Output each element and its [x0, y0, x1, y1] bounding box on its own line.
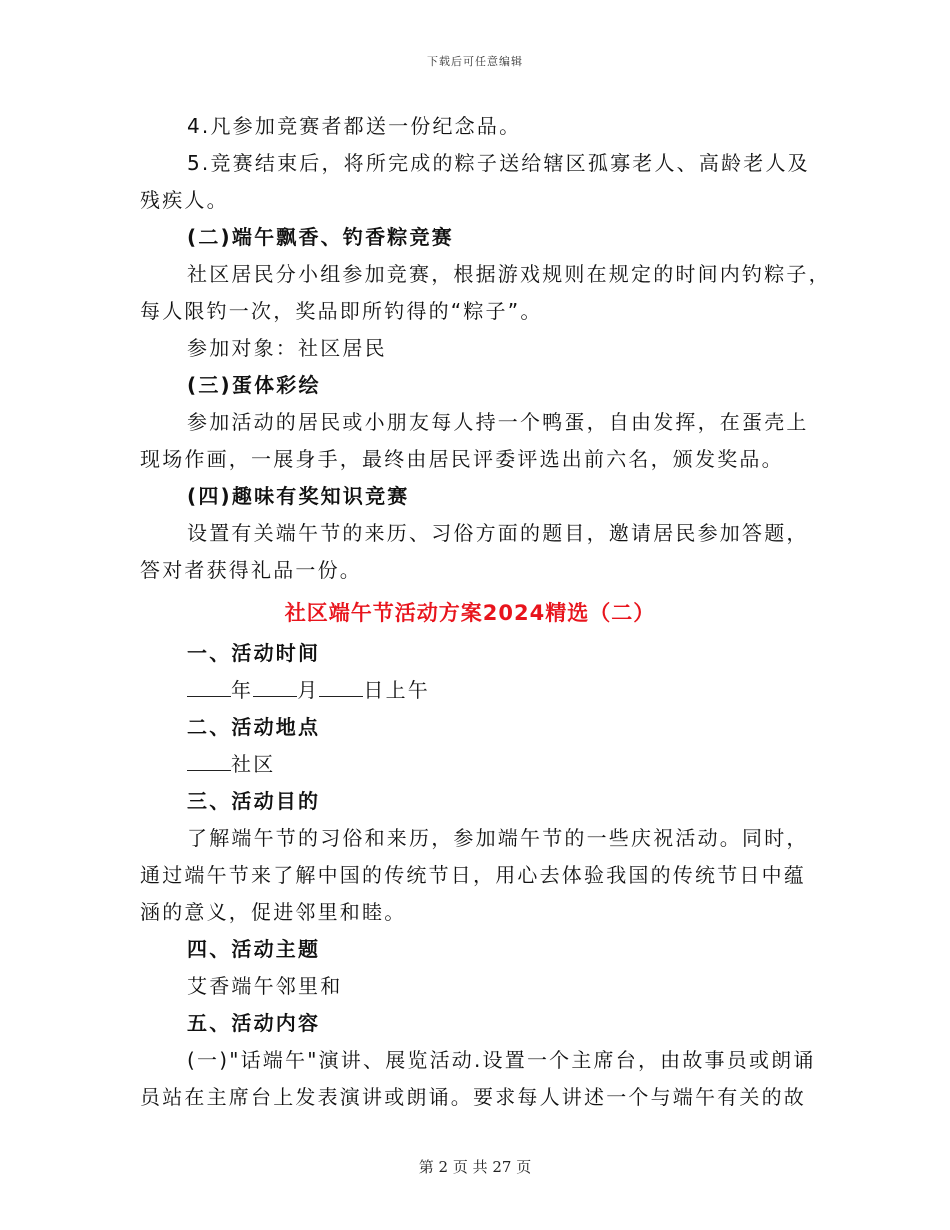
- paragraph-line: (一)"话端午"演讲、展览活动.设置一个主席台，由故事员或朗诵: [187, 1048, 816, 1072]
- activity-time-line: [140, 672, 800, 709]
- paragraph-line: 涵的意义，促进邻里和睦。: [140, 900, 407, 924]
- section-title: 社区端午节活动方案2024精选（二）: [284, 601, 656, 625]
- paragraph-item-5-line2: 残疾人。: [140, 188, 229, 212]
- subheading-3: (三)蛋体彩绘: [187, 373, 321, 397]
- heading-activity-purpose: 三、活动目的: [187, 789, 321, 813]
- paragraph-line: 通过端午节来了解中国的传统节日，用心去体验我国的传统节日中蕴: [140, 863, 806, 887]
- heading-activity-time: 一、活动时间: [187, 641, 321, 665]
- paragraph-line: 社区居民分小组参加竞赛，根据游戏规则在规定的时间内钓粽子，: [187, 262, 831, 286]
- paragraph-item-5-line1: 5.竞赛结束后，将所完成的粽子送给辖区孤寡老人、高龄老人及: [187, 151, 810, 175]
- paragraph-line: 现场作画，一展身手，最终由居民评委评选出前六名，颁发奖品。: [140, 447, 784, 471]
- blank-field: [187, 754, 231, 771]
- activity-location-line: [140, 746, 800, 783]
- paragraph-line: 艾香端午邻里和: [187, 974, 343, 998]
- paragraph-item-4: 4.凡参加竞赛者都送一份纪念品。: [187, 114, 522, 138]
- location-label: 社区: [231, 752, 276, 776]
- blank-field: [253, 680, 297, 697]
- paragraph-line: 设置有关端午节的来历、习俗方面的题目，邀请居民参加答题，: [187, 521, 809, 545]
- paragraph-line: 参加对象：社区居民: [187, 336, 387, 360]
- subheading-2: (二)端午飘香、钓香粽竞赛: [187, 225, 454, 249]
- paragraph-line: 答对者获得礼品一份。: [140, 558, 362, 582]
- paragraph-line: 员站在主席台上发表演讲或朗诵。要求每人讲述一个与端午有关的故: [140, 1085, 806, 1109]
- heading-activity-location: 二、活动地点: [187, 715, 321, 739]
- year-label: 年: [231, 678, 254, 702]
- page-number: 第 2 页 共 27 页: [418, 1158, 532, 1176]
- header-note: 下载后可任意编辑: [427, 55, 523, 68]
- blank-field: [187, 680, 231, 697]
- subheading-4: (四)趣味有奖知识竞赛: [187, 484, 410, 508]
- month-label: 月: [297, 678, 320, 702]
- paragraph-line: 每人限钓一次，奖品即所钓得的“粽子”。: [140, 299, 543, 323]
- heading-activity-content: 五、活动内容: [187, 1011, 321, 1035]
- document-body: [140, 108, 831, 1116]
- paragraph-line: 了解端午节的习俗和来历，参加端午节的一些庆祝活动。同时，: [187, 826, 809, 850]
- heading-activity-theme: 四、活动主题: [187, 937, 321, 961]
- paragraph-line: 参加活动的居民或小朋友每人持一个鸭蛋，自由发挥，在蛋壳上: [187, 410, 809, 434]
- blank-field: [319, 680, 363, 697]
- day-label: 日上午: [363, 678, 431, 702]
